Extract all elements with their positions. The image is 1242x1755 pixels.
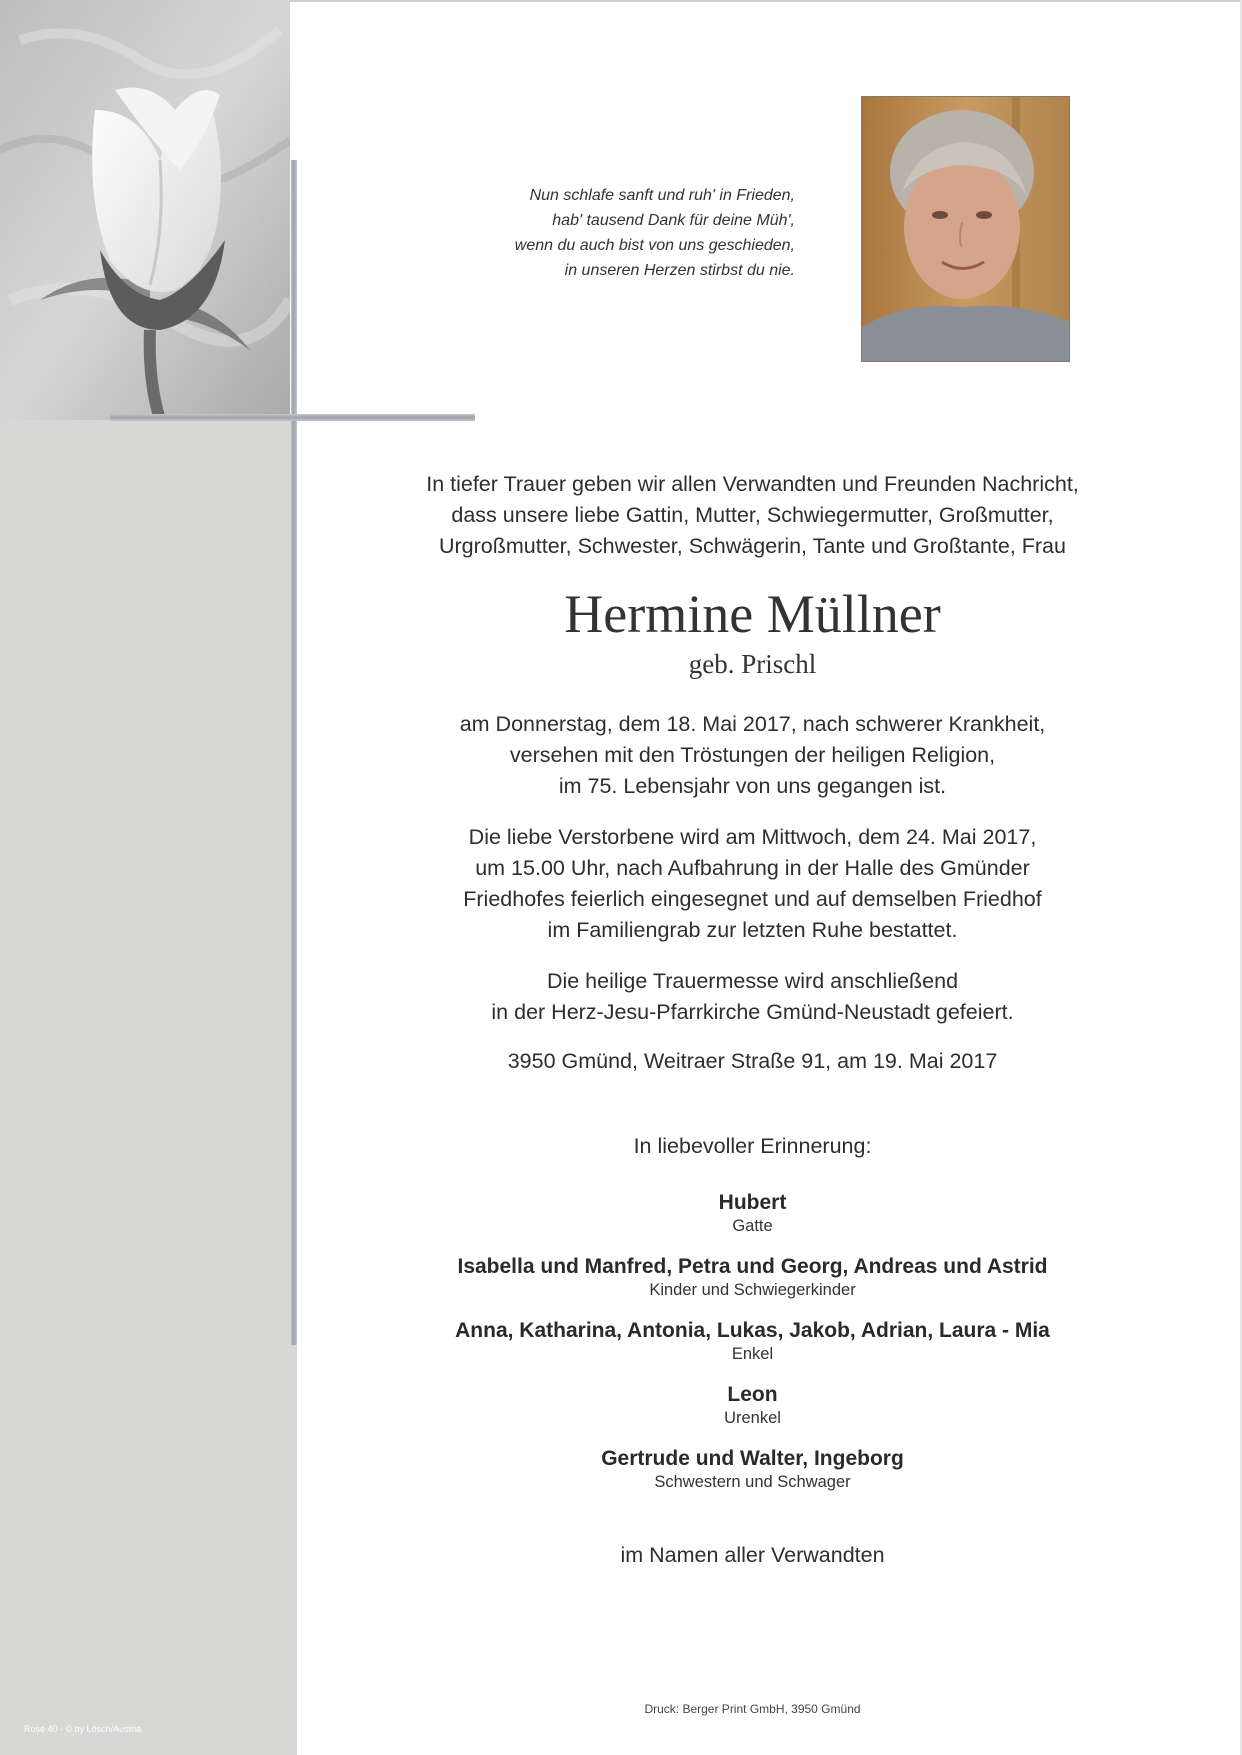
portrait-illustration — [862, 97, 1069, 361]
left-gray-band — [0, 420, 297, 1755]
poem-line: wenn du auch bist von uns geschieden, — [514, 237, 795, 254]
printer-credit: Druck: Berger Print GmbH, 3950 Gmünd — [644, 1702, 861, 1716]
mourner-relation: Enkel — [731, 1345, 774, 1363]
mourner-names: Hubert — [718, 1191, 787, 1214]
mourner-names: Anna, Katharina, Antonia, Lukas, Jakob, Adrian, Laura - Mia — [455, 1319, 1050, 1342]
announcement-line: In tiefer Trauer geben wir allen Verwandten und Freunden Nachricht, — [426, 472, 1079, 496]
funeral-line: um 15.00 Uhr, nach Aufbahrung in der Halle des Gmünder — [475, 856, 1030, 880]
mass-line: Die heilige Trauermesse wird anschließend — [546, 969, 959, 993]
poem — [440, 183, 795, 283]
mourner-names: Leon — [727, 1383, 778, 1406]
rose-illustration — [0, 0, 290, 420]
mourner-names: Gertrude und Walter, Ingeborg — [601, 1447, 904, 1470]
place-date-line: 3950 Gmünd, Weitraer Straße 91, am 19. Mai 2017 — [507, 1049, 998, 1073]
death-notice — [340, 709, 1165, 802]
poem-line: hab' tausend Dank für deine Müh', — [552, 212, 795, 229]
mourner-entry — [340, 1189, 1165, 1236]
mourner-relation: Gatte — [732, 1217, 773, 1235]
funeral-line: im Familiengrab zur letzten Ruhe bestattet. — [547, 918, 958, 942]
deceased-name: Hermine Müllner — [564, 584, 941, 644]
announcement — [340, 469, 1165, 562]
funeral-line: Die liebe Verstorbene wird am Mittwoch, dem 24. Mai 2017, — [468, 825, 1037, 849]
death-notice-line: versehen mit den Tröstungen der heiligen Religion, — [509, 743, 996, 767]
mourner-names: Isabella und Manfred, Petra und Georg, Andreas und Astrid — [457, 1255, 1048, 1278]
mourner-relation: Urenkel — [724, 1409, 781, 1427]
mourner-entry — [340, 1381, 1165, 1428]
mourner-entry — [340, 1445, 1165, 1492]
death-notice-line: im 75. Lebensjahr von uns gegangen ist. — [558, 774, 947, 798]
cross-horizontal-bar — [110, 414, 475, 421]
announcement-line: dass unsere liebe Gattin, Mutter, Schwiegermutter, Großmutter, — [451, 503, 1054, 527]
funeral-details — [340, 822, 1165, 946]
closing — [340, 1540, 1165, 1571]
mourner-relation: Schwestern und Schwager — [654, 1473, 851, 1491]
memory-heading-text: In liebevoller Erinnerung: — [633, 1134, 872, 1158]
mourner-entry — [340, 1253, 1165, 1300]
mourner-entry — [340, 1317, 1165, 1364]
mourner-relation: Kinder und Schwiegerkinder — [649, 1281, 856, 1299]
maiden-name: geb. Prischl — [688, 649, 817, 679]
cross-vertical-bar — [291, 160, 297, 1345]
mass-details — [340, 966, 1165, 1028]
place-date — [340, 1046, 1165, 1077]
mourners-list — [340, 1189, 1165, 1509]
closing-text: im Namen aller Verwandten — [620, 1543, 885, 1567]
memory-heading — [340, 1131, 1165, 1162]
death-notice-line: am Donnerstag, dem 18. Mai 2017, nach schwerer Krankheit, — [459, 712, 1046, 736]
announcement-line: Urgroßmutter, Schwester, Schwägerin, Tante und Großtante, Frau — [439, 534, 1066, 558]
portrait-photo — [861, 96, 1070, 362]
poem-line: in unseren Herzen stirbst du nie. — [564, 262, 795, 279]
funeral-line: Friedhofes feierlich eingesegnet und auf demselben Friedhof — [463, 887, 1042, 911]
mass-line: in der Herz-Jesu-Pfarrkirche Gmünd-Neustadt gefeiert. — [491, 1000, 1014, 1024]
rose-image — [0, 0, 290, 420]
poem-line: Nun schlafe sanft und ruh' in Frieden, — [529, 187, 795, 204]
image-credit: Rose 40 - © by Lösch/Austria — [24, 1724, 142, 1734]
